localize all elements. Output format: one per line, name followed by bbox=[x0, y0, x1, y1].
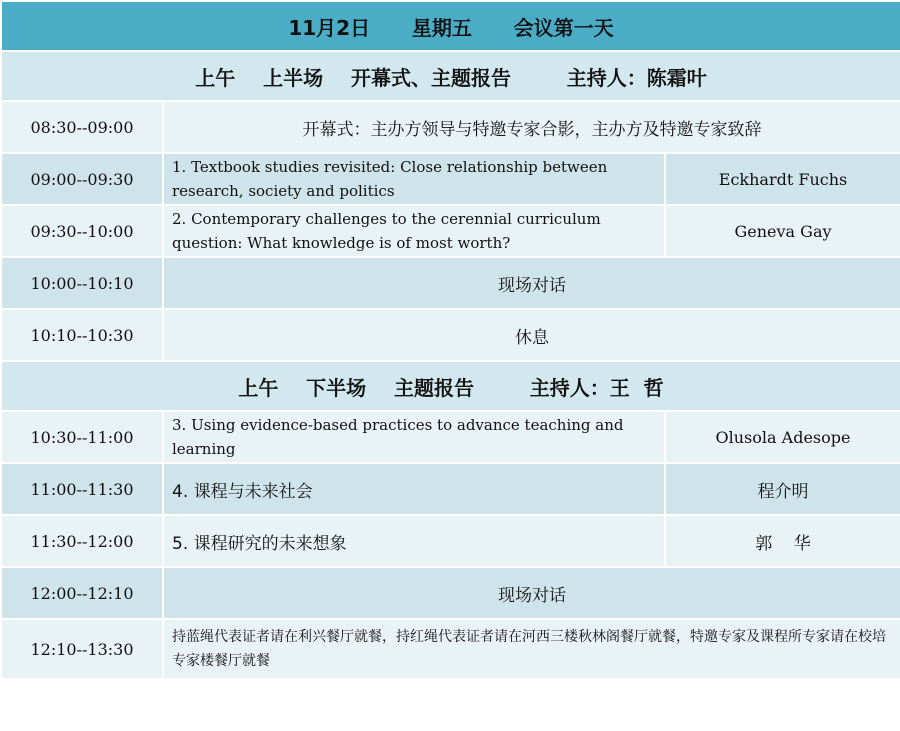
session-title: 4. 课程与未来社会 bbox=[164, 464, 664, 514]
session-title: 2. Contemporary challenges to the cerennial curriculum question: What knowledge is of most worth? bbox=[164, 206, 664, 256]
session-title: 5. 课程研究的未来想象 bbox=[164, 516, 664, 566]
time-slot: 12:00--12:10 bbox=[2, 568, 162, 618]
time-slot: 09:30--10:00 bbox=[2, 206, 162, 256]
section-heading: 上午 下半场 主题报告 主持人：王 哲 bbox=[2, 362, 900, 410]
time-slot: 12:10--13:30 bbox=[2, 620, 162, 678]
schedule-row bbox=[2, 206, 900, 256]
session-title: 现场对话 bbox=[164, 568, 900, 618]
session-title: 现场对话 bbox=[164, 258, 900, 308]
schedule-row bbox=[2, 258, 900, 308]
speaker-name: Geneva Gay bbox=[666, 206, 900, 256]
time-slot: 11:30--12:00 bbox=[2, 516, 162, 566]
session-title: 3. Using evidence-based practices to advance teaching and learning bbox=[164, 412, 664, 462]
day-title: 11月2日 星期五 会议第一天 bbox=[2, 2, 900, 50]
session-title: 休息 bbox=[164, 310, 900, 360]
session-title: 开幕式：主办方领导与特邀专家合影，主办方及特邀专家致辞 bbox=[164, 102, 900, 152]
speaker-name: 郭 华 bbox=[666, 516, 900, 566]
schedule-row bbox=[2, 102, 900, 152]
day-title-row bbox=[2, 2, 900, 50]
session-title: 持蓝绳代表证者请在利兴餐厅就餐，持红绳代表证者请在河西三楼秋林阁餐厅就餐，特邀专家及课程所专家请在校培专家楼餐厅就餐 bbox=[164, 620, 900, 678]
schedule-row bbox=[2, 620, 900, 678]
section-header-row bbox=[2, 362, 900, 410]
speaker-name: Eckhardt Fuchs bbox=[666, 154, 900, 204]
time-slot: 08:30--09:00 bbox=[2, 102, 162, 152]
time-slot: 10:10--10:30 bbox=[2, 310, 162, 360]
schedule-row bbox=[2, 154, 900, 204]
schedule-row bbox=[2, 310, 900, 360]
speaker-name: 程介明 bbox=[666, 464, 900, 514]
time-slot: 11:00--11:30 bbox=[2, 464, 162, 514]
schedule-row bbox=[2, 516, 900, 566]
schedule-row bbox=[2, 568, 900, 618]
session-title: 1. Textbook studies revisited: Close relationship between research, society and politics bbox=[164, 154, 664, 204]
time-slot: 10:00--10:10 bbox=[2, 258, 162, 308]
schedule-row bbox=[2, 464, 900, 514]
time-slot: 10:30--11:00 bbox=[2, 412, 162, 462]
time-slot: 09:00--09:30 bbox=[2, 154, 162, 204]
section-heading: 上午 上半场 开幕式、主题报告 主持人：陈霜叶 bbox=[2, 52, 900, 100]
speaker-name: Olusola Adesope bbox=[666, 412, 900, 462]
schedule-row bbox=[2, 412, 900, 462]
section-header-row bbox=[2, 52, 900, 100]
